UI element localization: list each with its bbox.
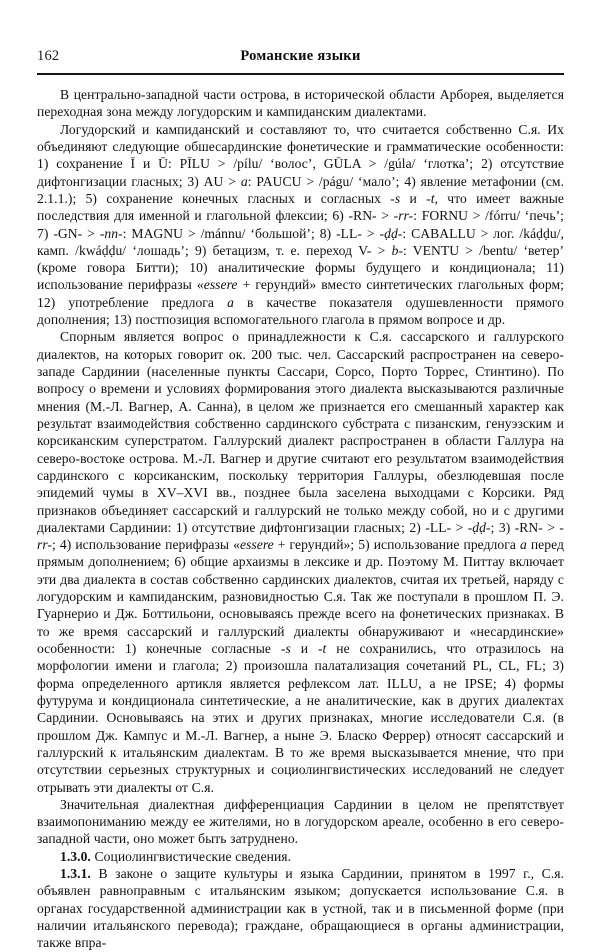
italic-run: -rr- — [393, 208, 414, 224]
italic-run: -ḍḍ- — [379, 225, 403, 241]
paragraph-arborea: В центрально-западной части острова, в исторической области Арборея, выделяется переходная зона между логудорским и кампиданским диалектами. — [37, 87, 564, 120]
section-number: 1.3.0. — [60, 848, 91, 864]
section-text: В законе о защите культуры и языка Сардинии, принятом в 1997 г., С.я. объявлен равноправным с итальянским языком; допускается использование С.я. в органах государственной администрации как в устной, так и в письменной форме (при наличии итальянского перевода); граждане, обращающиеся в органы администрации, также впра- — [37, 866, 564, 951]
text-run: + герундий»; 5) использование предлога — [273, 537, 520, 553]
paragraph-common-features — [37, 121, 564, 329]
text-run: : CABALLU > лог. /káḍḍu/, камп. /kwáḍḍu/ ‘лошадь’; 9) бетацизм, т. е. переход V- > — [37, 225, 564, 258]
section-number: 1.3.1. — [60, 866, 91, 882]
italic-run: -t — [426, 190, 435, 206]
body-text-block — [37, 86, 564, 952]
header-rule — [37, 73, 564, 75]
italic-run: a — [240, 173, 248, 189]
text-run: и — [290, 641, 318, 656]
italic-run: a — [227, 294, 234, 310]
text-run: + герундий» вместо синтетических глагольных форм; 12) употребление предлога — [37, 277, 564, 310]
italic-run: a — [519, 537, 527, 553]
text-run: Спорным является вопрос о принадлежности к С.я. сассарского и галлурского диалектов, на которых говорит ок. 200 тыс. чел. Сассарский распространен на северо-западе Сардинии (населенные пункты Сассари, Сорсо, Порто Торрес, Стинтино). По вопросу о времени и условиях формирования этого диалекта высказываются различные мнения (М.-Л. Вагнер, А. Санна), в целом же признается его смешанный характер как результат взаимодействия собственно сардинского субстрата с пизанским, генуэзским и корсиканским суперстратом. Галлурский диалект распространен в области Галлура на северо-востоке острова. М.-Л. Вагнер и другие считают его результатом взаимодействия сардинского с корсиканским, поскольку территория Галлуры, обезлюдевшая после эпидемий чумы в XV–XVI вв., позднее была заселена выходцами с Корсики. Ряд признаков объединяет сассарский и галлурский не только между собой, но и с другими диалектами Сардинии: 1) отсутствие дифтонгизации гласных; 2) -LL- > — [37, 329, 564, 535]
italic-run: essere — [239, 537, 274, 553]
text-run: перед прямым дополнением; 6) общие архаизмы в лексике и др. Поэтому М. Питтау включает эти два диалекта в состав собственно сардинских диалектов, считая их третьей, наряду с логудорским и кампиданским, разновидностью С.я. Так же поступали в прошлом П. Э. Гуарнерио и Дж. Боттильони, основываясь прежде всего на фонетических признаках. В то же время сассарский и галлурский диалекты обнаруживают и «несардинские» особенности: 1) конечные согласные — [37, 537, 564, 656]
section-1-3-1 — [37, 865, 564, 952]
italic-run: essere — [203, 277, 238, 293]
text-run: : MAGNU > /mánnu/ ‘большой’; 8) -LL- > — [122, 225, 380, 241]
text-run: : PAUCU > /págu/ ‘мало’; 4) явление метафонии (см. 2.1.1.); 5) сохранение конечных гласных и согласных — [37, 173, 565, 206]
running-title: Романские языки — [240, 48, 361, 64]
paragraph-sassari-gallura — [37, 328, 564, 795]
text-run: Логудорский и кампиданский и составляют то, что считается собственно С.я. Их объединяют следующие обшесардинские фонетические и грамматические особенности: 1) сохранение Ī и Ū: PĪLU > /pílu/ ‘волос’, GŪLA > /gúla/ ‘глотка’; 2) отсутствие дифтонгизации гласных; 3) AU > — [37, 121, 564, 189]
text-run: в качестве показателя одушевленности прямого дополнения; 13) постпозиция вспомогательного глагола в прямом вопросе и др. — [37, 294, 564, 328]
running-header — [37, 48, 564, 70]
text-run: -: VENTU > /bentu/ ‘ветер’ (кроме говора Битти); 10) аналитические формы будущего и кондиционала; 11) использование перифразы « — [37, 242, 564, 293]
italic-run: -ḍḍ- — [467, 519, 491, 535]
text-run: : FORNU > /fórru/ ‘печь’; 7) -GN- > — [37, 208, 564, 241]
italic-run: -t — [317, 641, 327, 656]
text-run: и — [400, 190, 427, 206]
italic-run: b — [391, 242, 399, 258]
text-run: ; 3) -RN- > — [490, 519, 560, 535]
section-text: Социолингвистические сведения. — [94, 848, 292, 864]
text-run: , что имеет важные последствия для именной и глагольной флексии; 6) -RN- > — [37, 190, 564, 224]
text-run: не сохранились, что отразилось на морфологии имени и глагола; 2) произошла палатализация сочетаний PL, CL, FL; 3) форма определенного артикля является рефлексом лат. ILLU, а не IPSE; 4) формы футурума и кондиционала синтетические, а не аналитические, как в других диалектах Сардинии. Основываясь на этих и других признаках, многие исследователи С.я. (в прошлом Дж. Кампус и М.-Л. Вагнер, а ныне Э. Бласко Феррер) относят сассарский и галлурский к итальянским диалектам. В то же время высказывается мнение, что при отсутствии серьезных структурных и социолингвистических исследований не следует отрывать эти диалекты от С.я. — [37, 641, 564, 795]
italic-run: -s — [280, 641, 291, 656]
text-run: ; 4) использование перифразы « — [52, 537, 240, 553]
italic-run: -nn- — [99, 225, 123, 241]
italic-run: -s — [390, 190, 401, 206]
page-number: 162 — [37, 48, 60, 64]
italic-run: -rr- — [37, 519, 564, 553]
paragraph-differentiation: Значительная диалектная дифференциация Сардинии в целом не препятствует взаимопониманию между ее жителями, но в логудорском ареале, особенно в его северо-западной части, оно может быть затруднено. — [37, 796, 564, 847]
section-1-3-0 — [37, 848, 564, 865]
